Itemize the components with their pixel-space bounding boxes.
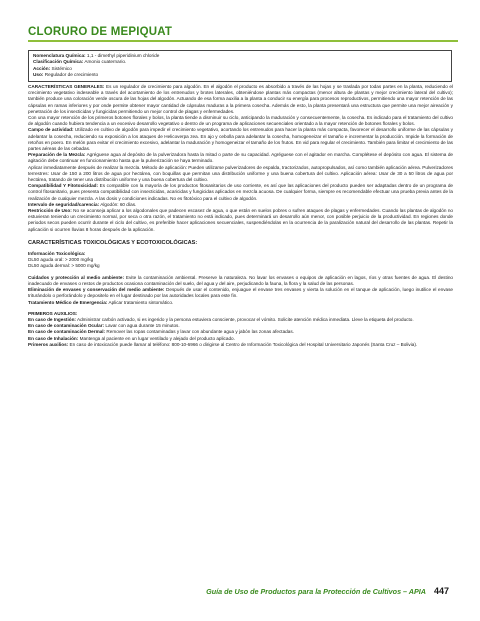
info-value: Amonio cuaternario. [83,59,127,65]
info-value: 1,1 - dimethyl piperidinium chloride [85,53,160,58]
paragraph [28,165,453,184]
paragraph-text: Aplicar inmediatamente después de realizar la mezcla. Método de aplicación: Pueden utilizarse pulverizadores de espalda, tractorizados, autopropulsados, así como también aplicación aérea. Pulverizadores terrestres: Usar de 150 a 200 litros de agua por hectárea, con boquillas que permitan una distribución uniforme y una buena cobertura del cultivo. Aplicación aérea: Usar de 30 a 50 litros de agua por hectárea, tratando de tener una distribución uniforme y una buena cobertura del cultivo. [28,164,453,183]
product-info-box [28,50,452,82]
paragraph-label: En caso de contaminación Ocular: [28,323,105,329]
paragraph-label: Eliminación de envases y conservación del medio ambiente: [28,287,165,293]
tox-info-label-text: Información Toxicológica: [28,251,86,257]
paragraph-label: Cuidados y protección al medio ambiente: [28,274,125,280]
paragraph-label: Restricción de Uso: [28,208,72,214]
page-title: CLORURO DE MEPIQUAT [28,26,458,42]
document-body [28,84,453,348]
info-label: Clasificación Química: [33,59,84,65]
paragraph-label: Compatibilidad Y Fitotoxicidad: [28,183,99,189]
paragraph [28,287,453,299]
tox-line: DL50 aguda dermal: > 5000 mg/kg [28,263,100,269]
paragraph-text: No se aconseja aplicar a los algodonales que padecen escasez de agua, o que están en suelos pobres o sufren ataques de plagas y enfermedades. Cuando las plantas de algodón no estuvieran teniendo un crecimiento normal, por seca o otra razón, el tratamiento no está indicado, pues determinará un desarrollo aún menor, con posible perjuicio de la productividad. En regiones donde periodos secos pueden ocurrir durante el ciclo del cultivo, es preferible hacer aplicaciones secuenciales, suspendiéndolas en la ocurrencia de la paralización natural del desarrollo de las plantas. Repetir la aplicación si ocurren lluvias 8 horas después de la aplicación. [28,208,453,232]
paragraph-text: Agréguese agua al depósito de la pulverizadora hasta la mitad o parte de su capacidad. Agréguese con el agitador en marcha. Complétese el depósito con agua. El sistema de agitación debe continuar en funcionamiento hasta que la pulverización se haya terminado. [28,152,453,164]
paragraph-text: Con una mayor retención de los primeros botones florales y bolos, la planta tiende a disminuir su ciclo, anticipando la maduración y consecuentemente, la cosecha. Es indicado para el tratamiento del cultivo de algodón cuando hubiera tendencia a un excesivo desarrollo vegetativo o dentro de un programa de aplicaciones secuenciales orientado a la mayor retención de botones florales y bolos. [28,115,453,127]
paragraph-text: Algodón: 60 días. [99,201,137,207]
page-number: 447 [433,586,449,596]
info-label: Acción: [33,65,51,71]
paragraph [28,152,453,164]
section-heading-toxicology: CARACTERÍSTICAS TOXICOLÓGICAS Y ECOTOXICOLÓGICAS: [28,239,198,246]
info-label: Nomenclatura Química: [33,53,86,58]
first-aid-heading-text: PRIMEROS AUXILIOS: [28,310,78,316]
info-line [33,72,447,78]
paragraph-label: CARACTERÍSTICAS GENERALES: [28,84,105,89]
paragraph-text: Aplicar tratamiento sintomático. [107,299,174,305]
paragraph [28,208,453,233]
paragraph-label: En caso de Inhalación: [28,335,79,341]
paragraph-text: Utilizado en cultivo de algodón para impedir el crecimiento vegetativo, acortando los entrenudos para hacer la planta más compacta, favorecer el desarrollo uniforme de las cápsulas y adelantar la cosecha, reduciendo su exposición a los ataques de Helicoverpa zea. En ajo y cebolla para adelantar la cosecha, homogeneizar el tamaño e incrementar la producción. Impide la formación de retoños en poero. En melón para evitar el crecimiento excesivo, adelantar la maduración y homogeneizar el tamaño de los frutos. En vid para regular el crecimiento. También para limitar el crecimiento de las partes aéreas de las cebadas. [28,127,453,152]
paragraph-text: Después de usar el contenido, enjuague el envase tres envases y vierta la solución en el tanque de aplicación, luego inutilice el envase triturándolo o perforándolo y depositelo en el lugar destinado por las autoridades locales para este fin. [28,287,453,299]
paragraph [28,275,453,287]
paragraph-text: Evite la contaminación ambiental. Preserve la naturaleza. No lavar los envases o equipos de aplicación en lagos, ríos y otras fuentes de agua. El destino inadecuado de envases o restos de productos ocasiona contaminación del suelo, del agua y del aire, perjudicando la fauna, la flora y la salud de las personas. [28,274,453,286]
paragraph-text: Remover las ropas contaminadas y lavar con abundante agua y jabón las zonas afectadas. [105,329,294,335]
paragraph [28,183,453,202]
info-label: Uso: [33,72,44,78]
paragraph-label: Preparación de la Mezcla: [28,152,86,158]
footer-text: Guía de Uso de Productos para la Protección de Cultivos – APIA [206,587,426,596]
info-value: Sistémico [50,65,72,71]
paragraph-text: Lavar con agua durante 15 minutos. [104,323,180,329]
paragraph-label: Intervalo de seguridad/carencia: [28,201,100,207]
paragraph [28,127,453,152]
paragraph [28,342,453,348]
paragraph [28,84,453,115]
paragraph [28,115,453,127]
info-value: Regulador de crecimiento [43,72,99,78]
paragraph-label: En caso de contaminación Dermal: [28,329,106,335]
paragraph-text: En caso de intoxicación puede llamar al teléfono: 800-10-6966 o dirigirse al Centro de Información Toxicológica del Hospital Universitario Japonés (Santa Cruz – Bolivia). [68,341,418,347]
paragraph-text: Mantenga al paciente en un lugar ventilado y alejado del producto aplicado. [78,335,235,341]
tox-line: DL50 aguda oral: > 2000 mg/kg [28,257,94,263]
paragraph-label: En caso de Ingestión: [28,316,76,322]
paragraph-label: Tratamiento Médico de Emergencia: [28,299,108,305]
page-footer [0,586,449,596]
paragraph-label: Primeros auxilios: [28,341,69,347]
paragraph-text: Es un regulador de crecimiento para algodón. En el algodón el producto es absorbido a través de las hojas y se traslada por todas partes en la planta, reduciendo el crecimiento vegetativo indeseable a través del acortamiento de los entrenudos y brotes laterales, obteniéndose plantas más compactas (menor altura de plantas y mejor crecimiento lateral del cultivo); también produce una coloración verde oscura de las hojas del algodón. Actuando de esa forma auxilia a la planta a conducir su energía para procesos reproductivos, permitiendo una mayor retención de las cápsulas en ramas inferiores y por onde permite obtener mayor cantidad de cápsulas maduras a la primera cosecha. Además de esto, la planta presentará una estructura que permite una mejor aireación y penetración de los insecticidas y fungicidas permitiendo un mejor control de plagas y enfermedades. [28,84,454,114]
paragraph-text: Administrar carbón activado, si es ingerido y la persona estuviera consciente, provocar el vómito. Solicite atención médica inmediata. Lleve la etiqueta del producto. [75,316,414,322]
paragraph-text: Es compatible con la mayoría de los productos fitosanitarios de uso corriente, es así que las aplicaciones del producto pueden ser adaptadas dentro de un programa de control fitosanitario, pues presenta compatibilidad con insecticidas, acaricidas y fungicidas aplicados en mezcla acuosa. De cualquier forma, siempre es recomendable efectuar una prueba previa antes de la realización de cualquier mezcla. A las dosis y condiciones indicadas. No es fitotóxico para el cultivo de algodón. [28,183,453,201]
paragraph-label: Campo de actividad: [28,127,74,133]
